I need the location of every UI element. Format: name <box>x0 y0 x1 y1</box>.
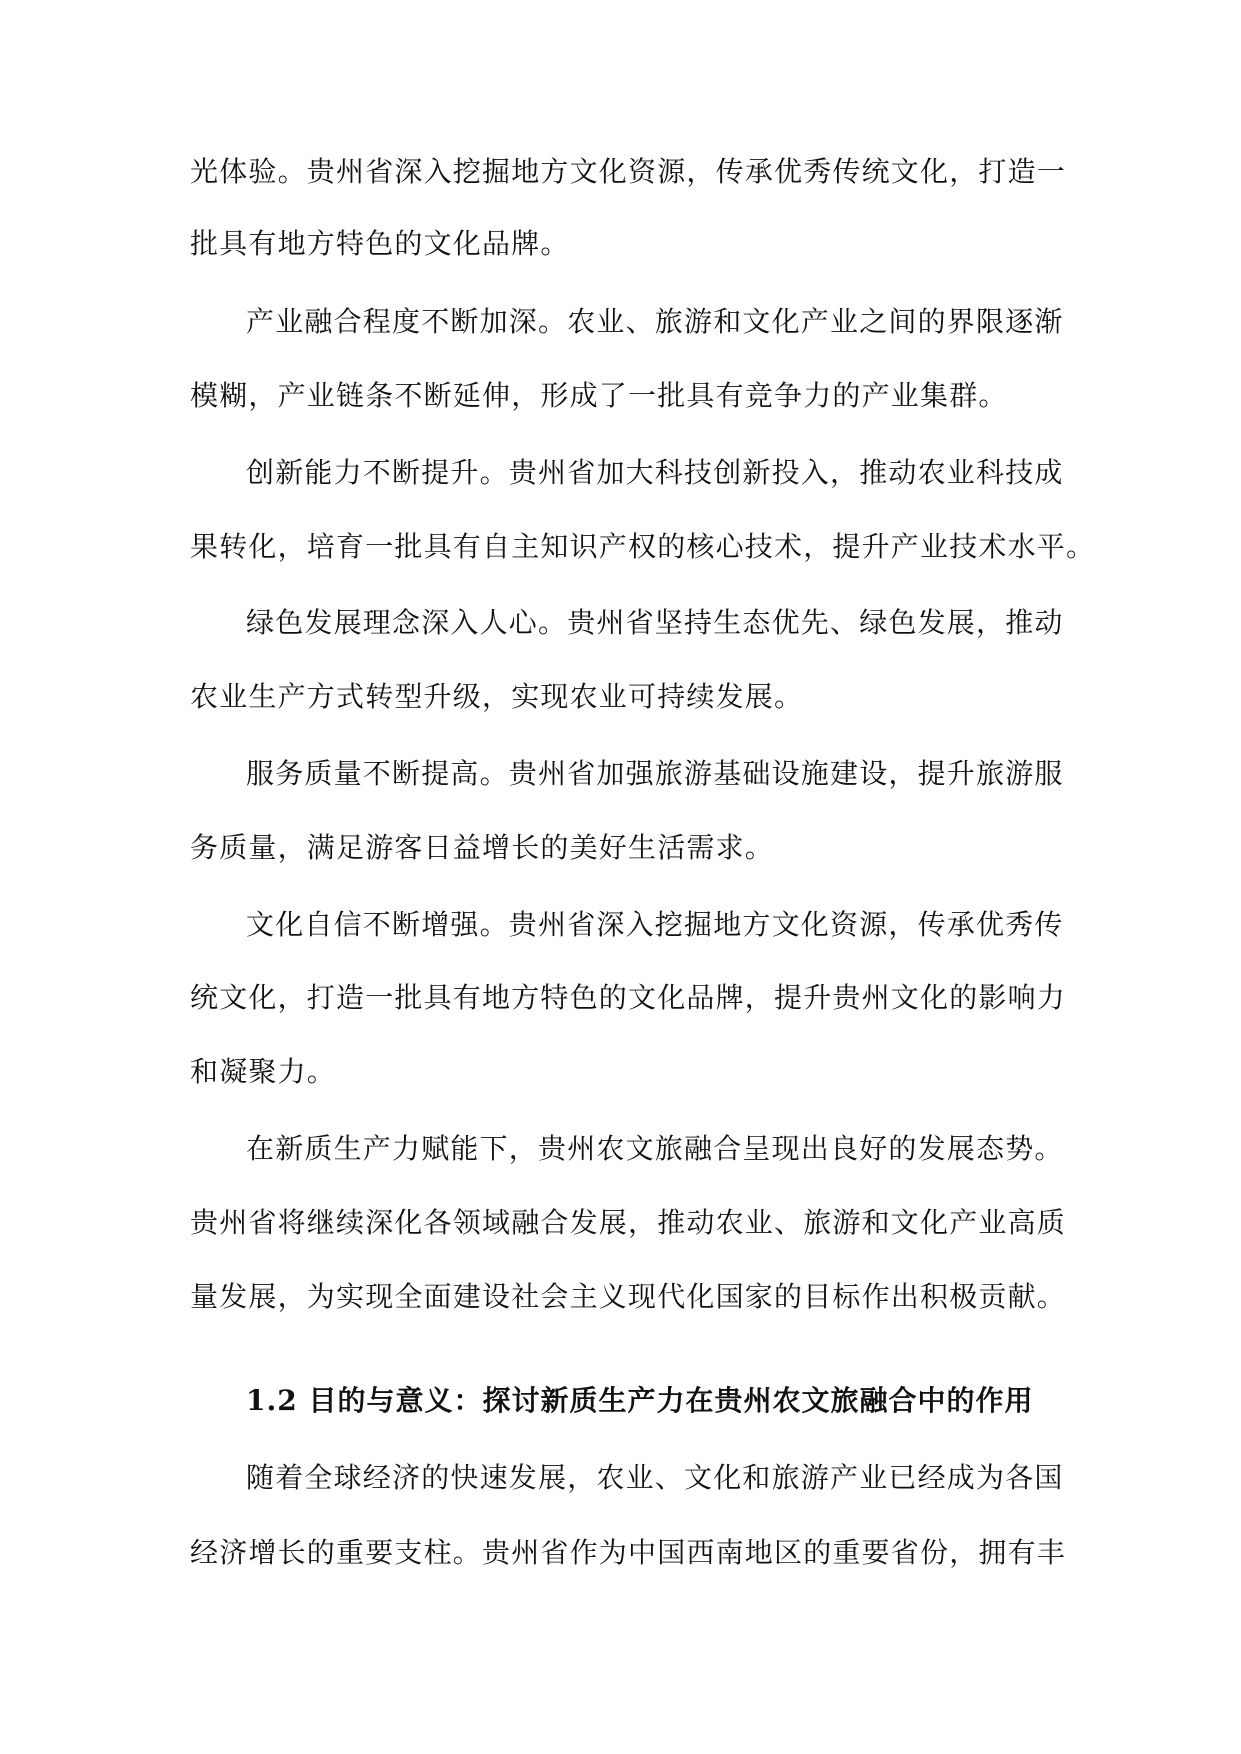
paragraph-line: 在新质生产力赋能下，贵州农文旅融合呈现出良好的发展态势。 <box>246 1132 1064 1165</box>
section-heading: 1.2 目的与意义：探讨新质生产力在贵州农文旅融合中的作用 <box>246 1384 1034 1417</box>
paragraph-line: 随着全球经济的快速发展，农业、文化和旅游产业已经成为各国 <box>246 1461 1064 1494</box>
paragraph-line: 光体验。贵州省深入挖掘地方文化资源，传承优秀传统文化，打造一 <box>190 155 1067 188</box>
paragraph-line: 统文化，打造一批具有地方特色的文化品牌，提升贵州文化的影响力 <box>190 981 1067 1014</box>
paragraph-line: 创新能力不断提升。贵州省加大科技创新投入，推动农业科技成 <box>246 456 1064 489</box>
paragraph-line: 和凝聚力。 <box>190 1055 337 1088</box>
paragraph-line: 模糊，产业链条不断延伸，形成了一批具有竞争力的产业集群。 <box>190 379 1008 412</box>
paragraph-line: 产业融合程度不断加深。农业、旅游和文化产业之间的界限逐渐 <box>246 305 1064 338</box>
paragraph-line: 务质量，满足游客日益增长的美好生活需求。 <box>190 831 775 864</box>
paragraph-line: 服务质量不断提高。贵州省加强旅游基础设施建设，提升旅游服 <box>246 757 1064 790</box>
paragraph-line: 量发展，为实现全面建设社会主义现代化国家的目标作出积极贡献。 <box>190 1280 1067 1313</box>
paragraph-line: 贵州省将继续深化各领域融合发展，推动农业、旅游和文化产业高质 <box>190 1206 1067 1239</box>
paragraph-line: 经济增长的重要支柱。贵州省作为中国西南地区的重要省份，拥有丰 <box>190 1536 1067 1569</box>
paragraph-line: 批具有地方特色的文化品牌。 <box>190 227 570 260</box>
paragraph-line: 绿色发展理念深入人心。贵州省坚持生态优先、绿色发展，推动 <box>246 606 1064 639</box>
paragraph-line: 果转化，培育一批具有自主知识产权的核心技术，提升产业技术水平。 <box>190 530 1096 563</box>
paragraph-line: 农业生产方式转型升级，实现农业可持续发展。 <box>190 680 804 713</box>
paragraph-line: 文化自信不断增强。贵州省深入挖掘地方文化资源，传承优秀传 <box>246 908 1064 941</box>
